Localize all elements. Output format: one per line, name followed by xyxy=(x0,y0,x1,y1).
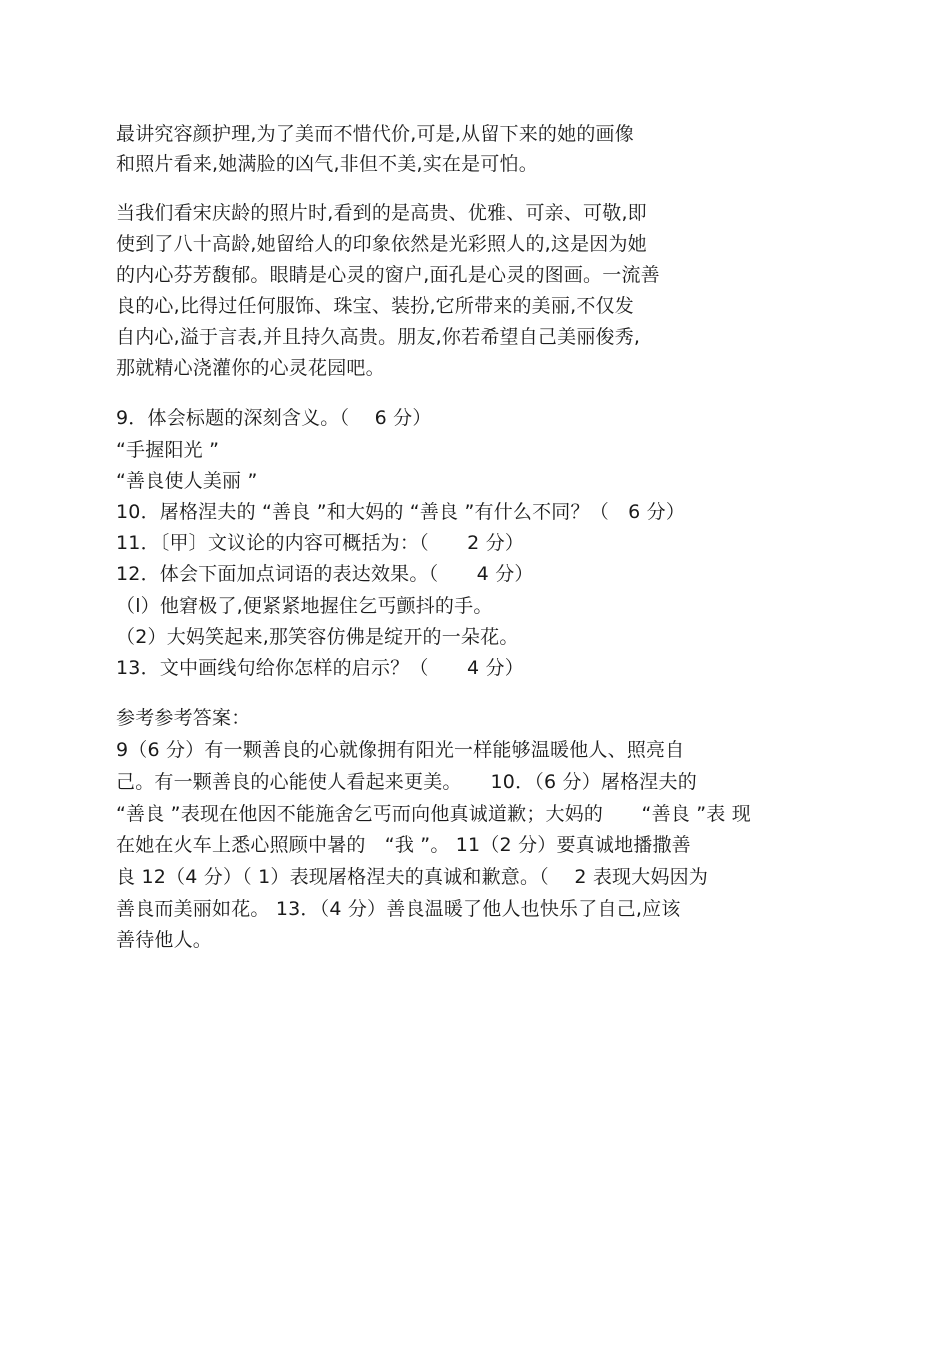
passage-line: 自内心,溢于言表,并且持久高贵。朋友,你若希望自己美丽俊秀, xyxy=(116,326,641,348)
passage-line: 那就精心浇灌你的心灵花园吧。 xyxy=(116,357,385,379)
passage-line: 使到了八十高龄,她留给人的印象依然是光彩照人的,这是因为她 xyxy=(116,233,647,255)
question-12-item-1: （l）他窘极了,便紧紧地握住乞丐颤抖的手。 xyxy=(116,595,493,617)
answer-line: 善良而美丽如花。 13．（4 分）善良温暖了他人也快乐了自己,应该 xyxy=(116,898,681,920)
question-12-item-2: （2）大妈笑起来,那笑容仿佛是绽开的一朵花。 xyxy=(116,626,519,648)
passage-line: 和照片看来,她满脸的凶气,非但不美,实在是可怕。 xyxy=(116,153,538,175)
passage-line: 最讲究容颜护理,为了美而不惜代价,可是,从留下来的她的画像 xyxy=(116,123,634,145)
passage-line: 当我们看宋庆龄的照片时,看到的是高贵、优雅、可亲、可敬,即 xyxy=(116,202,647,224)
passage-line: 的内心芬芳馥郁。眼睛是心灵的窗户,面孔是心灵的图画。一流善 xyxy=(116,264,660,286)
answer-line: 9（6 分）有一颗善良的心就像拥有阳光一样能够温暖他人、照亮自 xyxy=(116,739,685,761)
passage-line: 良的心,比得过任何服饰、珠宝、装扮,它所带来的美丽,不仅发 xyxy=(116,295,634,317)
question-9-title-part-1: “手握阳光 ” xyxy=(116,439,220,461)
answers-heading: 参考参考答案： xyxy=(116,707,251,729)
answer-line: 己。有一颗善良的心能使人看起来更美。 10．（6 分）屠格涅夫的 xyxy=(116,771,697,793)
question-9: 9．体会标题的深刻含义。（ 6 分） xyxy=(116,407,432,429)
question-9-title-part-2: “善良使人美丽 ” xyxy=(116,470,258,492)
answer-line: 在她在火车上悉心照顾中暑的 “我 ”。 11（2 分）要真诚地播撒善 xyxy=(116,834,691,856)
question-12: 12．体会下面加点词语的表达效果。（ 4 分） xyxy=(116,563,534,585)
answer-line: “善良 ”表现在他因不能施舍乞丐而向他真诚道歉；大妈的 “善良 ”表 现 xyxy=(116,803,751,825)
question-11: 11．〔甲〕文议论的内容可概括为：（ 2 分） xyxy=(116,532,525,554)
question-10: 10．屠格涅夫的 “善良 ”和大妈的 “善良 ”有什么不同？（ 6 分） xyxy=(116,501,686,523)
answer-line: 良 12（4 分）（ 1）表现屠格涅夫的真诚和歉意。（ 2 表现大妈因为 xyxy=(116,866,709,888)
answer-line: 善待他人。 xyxy=(116,929,213,951)
question-13: 13．文中画线句给你怎样的启示？（ 4 分） xyxy=(116,657,524,679)
